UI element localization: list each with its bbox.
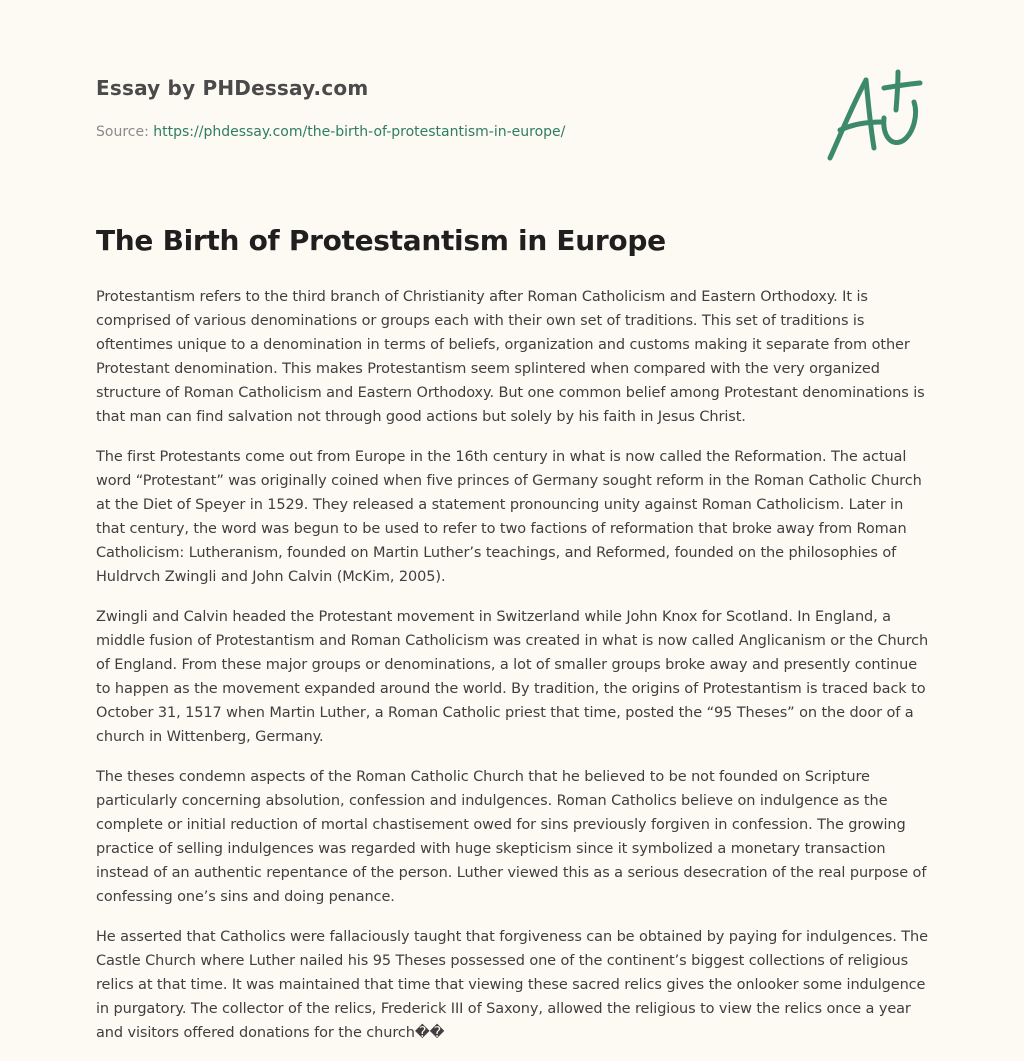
brand-title: Essay by PHDessay.com — [96, 76, 369, 100]
essay-paragraph: Protestantism refers to the third branch of Christianity after Roman Catholicism and Eastern Orthodoxy. It is comprised of various denominations or groups each with their own set of traditions. This set of traditions is oftentimes unique to a denomination in terms of beliefs, organization and customs making it separate from other Protestant denomination. This makes Protestantism seem splintered when compared with the very organized structure of Roman Catholicism and Eastern Orthodoxy. But one common belief among Protestant denominations is that man can find salvation not through good actions but solely by his faith in Jesus Christ. — [96, 289, 925, 425]
essay-body — [96, 285, 930, 1061]
essay-paragraph: The theses condemn aspects of the Roman Catholic Church that he believed to be not founded on Scripture particularly concerning absolution, confession and indulgences. Roman Catholics believe on indulgence as the complete or initial reduction of mortal chastisement owed for sins previously forgiven in confession. The growing practice of selling indulgences was regarded with huge skepticism since it symbolized a monetary transaction instead of an authentic repentance of the person. Luther viewed this as a serious desecration of the real purpose of confessing one’s sins and doing penance. — [96, 769, 927, 905]
essay-paragraph: He asserted that Catholics were fallaciously taught that forgiveness can be obtained by paying for indulgences. The Castle Church where Luther nailed his 95 Theses possessed one of the continent’s biggest collections of religious relics at that time. It was maintained that time that viewing these sacred relics gives the onlooker some indulgence in purgatory. The collector of the relics, Frederick III of Saxony, allowed the religious to view the relics once a year and visitors offered donations for the church�� — [96, 929, 928, 1041]
a-plus-logo-icon — [820, 66, 930, 166]
source-label: Source: — [96, 124, 154, 140]
essay-header — [96, 76, 796, 140]
essay-paragraph: The first Protestants come out from Europe in the 16th century in what is now called the Reformation. The actual word “Protestant” was originally coined when five princes of Germany sought reform in the Roman Catholic Church at the Diet of Speyer in 1529. They released a statement pronouncing unity against Roman Catholicism. Later in that century, the word was begun to be used to refer to two factions of reformation that broke away from Roman Catholicism: Lutheranism, founded on Martin Luther’s teachings, and Reformed, founded on the philosophies of Huldrvch Zwingli and John Calvin (McKim, 2005). — [96, 449, 922, 585]
essay-title: The Birth of Protestantism in Europe — [96, 224, 666, 257]
source-line — [96, 124, 796, 140]
source-link[interactable]: https://phdessay.com/the-birth-of-protestantism-in-europe/ — [153, 124, 566, 140]
essay-paragraph: Zwingli and Calvin headed the Protestant movement in Switzerland while John Knox for Scotland. In England, a middle fusion of Protestantism and Roman Catholicism was created in what is now called Anglicanism or the Church of England. From these major groups or denominations, a lot of smaller groups broke away and presently continue to happen as the movement expanded around the world. By tradition, the origins of Protestantism is traced back to October 31, 1517 when Martin Luther, a Roman Catholic priest that time, posted the “95 Theses” on the door of a church in Wittenberg, Germany. — [96, 609, 929, 745]
